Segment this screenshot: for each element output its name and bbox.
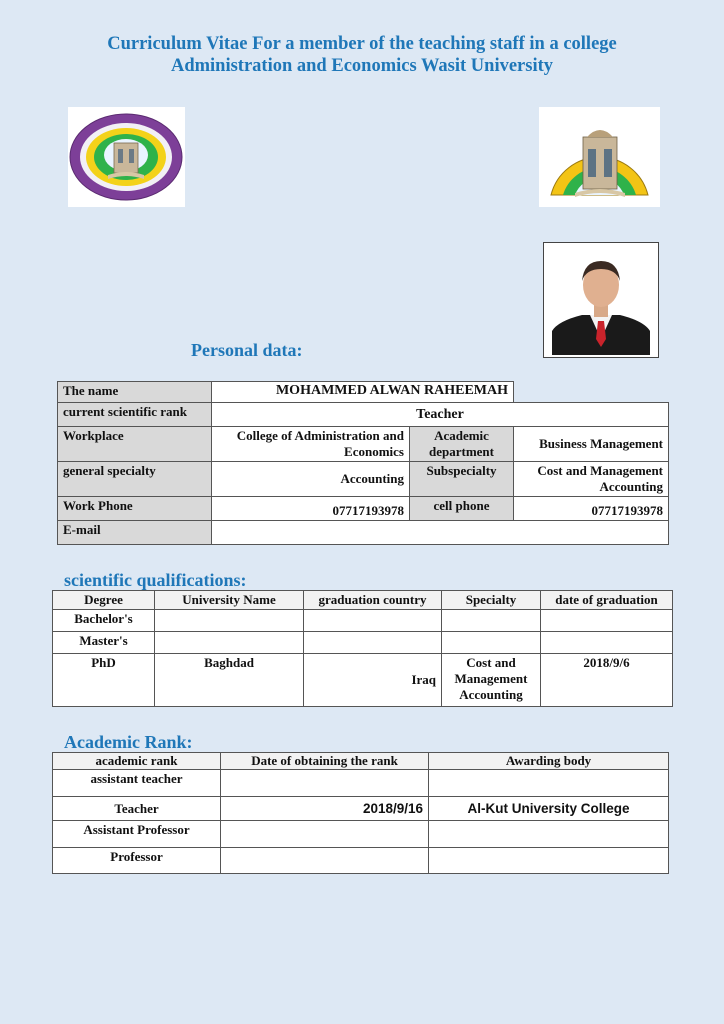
department-value: Business Management [514, 427, 669, 462]
title-line-2: Administration and Economics Wasit University [170, 56, 554, 76]
degree-cell: PhD [53, 654, 155, 707]
column-header: Awarding body [429, 753, 669, 770]
awarding-body-cell [429, 848, 669, 874]
date-cell: 2018/9/6 [541, 654, 673, 707]
date-cell: 2018/9/16 [221, 797, 429, 821]
date-cell [221, 848, 429, 874]
university-cell [155, 632, 304, 654]
department-label: Academic department [410, 427, 514, 462]
table-header-row [53, 753, 669, 770]
academic-rank-table [52, 752, 669, 874]
table-row [53, 610, 673, 632]
work-phone-label: Work Phone [58, 497, 212, 521]
awarding-body-cell [429, 770, 669, 797]
general-specialty-label: general specialty [58, 462, 212, 497]
column-header: graduation country [304, 591, 442, 610]
qualifications-table [52, 590, 673, 707]
page-title [0, 33, 724, 77]
country-cell [304, 632, 442, 654]
personal-data-table [57, 381, 669, 545]
degree-cell: Master's [53, 632, 155, 654]
specialty-cell: Cost and Management Accounting [442, 654, 541, 707]
country-cell [304, 610, 442, 632]
person-portrait-icon [544, 243, 658, 357]
table-row [58, 521, 669, 545]
table-row [53, 848, 669, 874]
university-cell: Baghdad [155, 654, 304, 707]
rank-cell: assistant teacher [53, 770, 221, 797]
table-header-row [53, 591, 673, 610]
date-cell [541, 610, 673, 632]
rank-value: Teacher [212, 403, 669, 427]
column-header: Degree [53, 591, 155, 610]
column-header: University Name [155, 591, 304, 610]
name-value: MOHAMMED ALWAN RAHEEMAH [212, 382, 514, 403]
table-row [53, 654, 673, 707]
cell-phone-value: 07717193978 [514, 497, 669, 521]
email-label: E-mail [58, 521, 212, 545]
college-logo [68, 107, 185, 207]
rank-label: current scientific rank [58, 403, 212, 427]
column-header: date of graduation [541, 591, 673, 610]
specialty-cell [442, 610, 541, 632]
rank-cell: Teacher [53, 797, 221, 821]
workplace-label: Workplace [58, 427, 212, 462]
work-phone-value: 07717193978 [212, 497, 410, 521]
table-row [58, 427, 669, 462]
table-row [53, 821, 669, 848]
table-row [58, 382, 669, 403]
empty-cell [514, 382, 669, 403]
awarding-body-cell: Al-Kut University College [429, 797, 669, 821]
name-label: The name [58, 382, 212, 403]
university-logo [539, 107, 660, 207]
column-header: Date of obtaining the rank [221, 753, 429, 770]
country-cell: Iraq [304, 654, 442, 707]
table-row [53, 797, 669, 821]
table-row [58, 403, 669, 427]
table-row [58, 462, 669, 497]
subspecialty-value: Cost and Management Accounting [514, 462, 669, 497]
college-emblem-icon [68, 107, 185, 207]
personal-data-heading: Personal data: [191, 340, 303, 360]
table-row [53, 770, 669, 797]
column-header: academic rank [53, 753, 221, 770]
cell-phone-label: cell phone [410, 497, 514, 521]
university-emblem-icon [539, 107, 660, 207]
general-specialty-value: Accounting [212, 462, 410, 497]
rank-cell: Assistant Professor [53, 821, 221, 848]
specialty-cell [442, 632, 541, 654]
title-line-1: Curriculum Vitae For a member of the teaching staff in a college [107, 34, 617, 54]
workplace-value: College of Administration and Economics [212, 427, 410, 462]
qualifications-heading: scientific qualifications: [64, 570, 247, 590]
column-header: Specialty [442, 591, 541, 610]
table-row [53, 632, 673, 654]
date-cell [541, 632, 673, 654]
degree-cell: Bachelor's [53, 610, 155, 632]
awarding-body-cell [429, 821, 669, 848]
academic-rank-heading: Academic Rank: [64, 732, 193, 752]
university-cell [155, 610, 304, 632]
date-cell [221, 770, 429, 797]
rank-cell: Professor [53, 848, 221, 874]
subspecialty-label: Subspecialty [410, 462, 514, 497]
email-value [212, 521, 669, 545]
profile-photo [543, 242, 659, 358]
table-row [58, 497, 669, 521]
date-cell [221, 821, 429, 848]
